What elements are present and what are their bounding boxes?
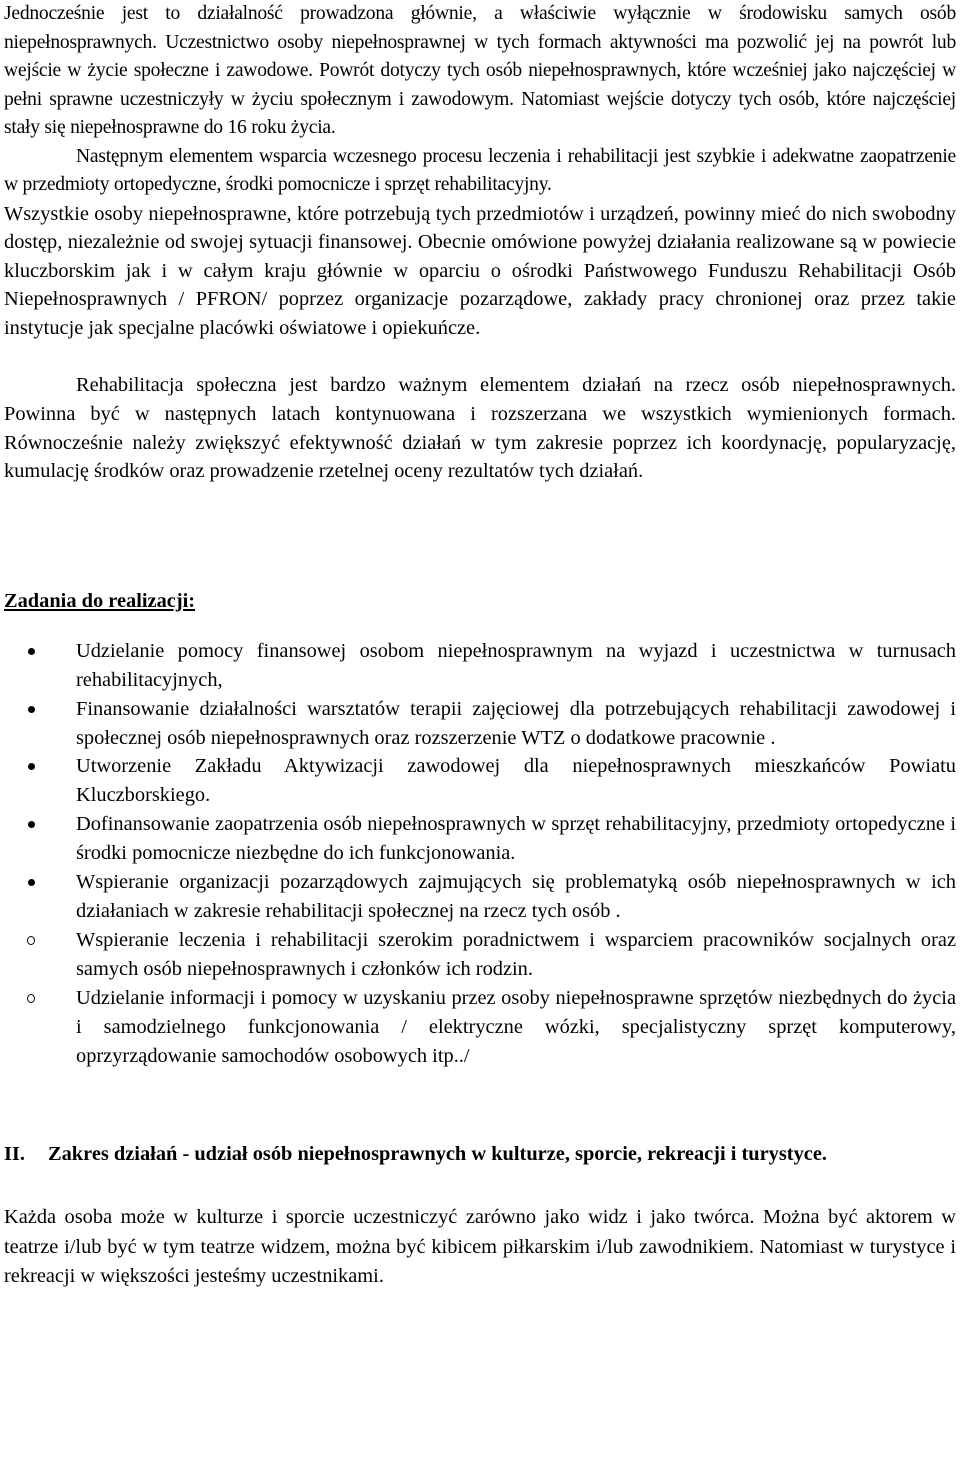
list-item-text: Utworzenie Zakładu Aktywizacji zawodowej dla niepełnosprawnych mieszkańców Powiatu Kluczborskiego. <box>76 755 956 807</box>
section-number: II. <box>4 1143 25 1166</box>
tasks-heading: Zadania do realizacji: <box>4 589 196 612</box>
list-item-text: Udzielanie pomocy finansowej osobom niepełnosprawnym na wyjazd i uczestnictwa w turnusach rehabilitacyjnych, <box>76 639 956 691</box>
list-item-text: Udzielanie informacji i pomocy w uzyskaniu przez osoby niepełnosprawne sprzętów niezbędnych do życia i samodzielnego funkcjonowania / elektryczne wózki, specjalistyczny sprzęt komputerowy, oprzyrządowanie samochodów osobowych itp../ <box>76 986 956 1067</box>
list-item <box>4 695 956 753</box>
tasks-list <box>4 637 956 1071</box>
list-item-text: Wspieranie leczenia i rehabilitacji szerokim poradnictwem i wsparciem pracowników socjalnych oraz samych osób niepełnosprawnych i członków ich rodzin. <box>76 928 956 980</box>
paragraph-equipment: Następnym elementem wsparcia wczesnego procesu leczenia i rehabilitacji jest szybkie i adekwatne zaopatrzenie w przedmioty ortopedyczne, środki pomocnicze i sprzęt rehabilitacyjny. <box>4 145 956 195</box>
paragraph-participation: Jednocześnie jest to działalność prowadzona głównie, a właściwie wyłącznie w środowisku samych osób niepełnosprawnych. Uczestnictwo osoby niepełnosprawnej w tych formach aktywności ma pozwolić jej na powrót lub wejście w życie społeczne i zawodowe. Powrót dotyczy tych osób niepełnosprawnych, które wcześniej jako najczęściej w pełni sprawne uczestniczyły w życiu społecznym i zawodowym. Natomiast wejście dotyczy tych osób, które najczęściej stały się niepełnosprawne do 16 roku życia. <box>4 3 956 138</box>
spacer <box>4 342 956 371</box>
paragraph-social-rehabilitation: Rehabilitacja społeczna jest bardzo ważnym elementem działań na rzecz osób niepełnosprawnych. Powinna być w następnych latach kontynuowana i rozszerzana we wszystkich wymienionych formach. Równocześnie należy zwiększyć efektywność działań w tym zakresie poprzez ich koordynację, popularyzację, kumulację środków oraz prowadzenie rzetelnej oceny rezultatów tych działań. <box>4 374 956 483</box>
list-item-text: Dofinansowanie zaopatrzenia osób niepełnosprawnych w sprzęt rehabilitacyjny, przedmioty ortopedyczne i środki pomocnicze niezbędne do ich funkcjonowania. <box>76 813 956 865</box>
list-item <box>4 637 956 695</box>
list-item <box>4 810 956 868</box>
section-title: Zakres działań - udział osób niepełnosprawnych w kulturze, sporcie, rekreacji i turystyce. <box>48 1143 827 1166</box>
paragraph-access: Wszystkie osoby niepełnosprawne, które potrzebują tych przedmiotów i urządzeń, powinny mieć do nich swobodny dostęp, niezależnie od swojej sytuacji finansowej. Obecnie omówione powyżej działania realizowane są w powiecie kluczborskim jak i w całym kraju głównie w oparciu o ośrodki Państwowego Funduszu Rehabilitacji Osób Niepełnosprawnych / PFRON/ poprzez organizacje pozarządowe, zakłady pracy chronionej oraz przez takie instytucje jak specjalne placówki oświatowe i opiekuńcze. <box>4 202 956 339</box>
paragraph-culture-sport: Każda osoba może w kulturze i sporcie uczestniczyć zarówno jako widz i jako twórca. Można być aktorem w teatrze i/lub być w tym teatrze widzem, można być kibicem piłkarskim i/lub zawodnikiem. Natomiast w turystyce i rekreacji w większości jesteśmy uczestnikami. <box>4 1206 956 1287</box>
section-heading <box>4 1140 956 1169</box>
list-item <box>4 926 956 984</box>
list-item <box>4 984 956 1071</box>
list-item-text: Wspieranie organizacji pozarządowych zajmujących się problematyką osób niepełnosprawnych w ich działaniach w zakresie rehabilitacji społecznej na rzecz tych osób . <box>76 871 956 922</box>
list-item <box>4 868 956 926</box>
list-item <box>4 752 956 810</box>
list-item-text: Finansowanie działalności warsztatów terapii zajęciowej dla potrzebujących rehabilitacji zawodowej i społecznej osób niepełnosprawnych oraz rozszerzenie WTZ o dodatkowe pracownie . <box>76 697 956 749</box>
